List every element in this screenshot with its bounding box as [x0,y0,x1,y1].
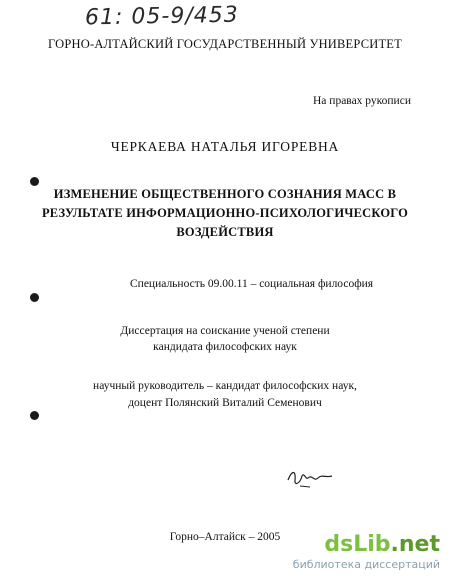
advisor-line: научный руководитель – кандидат философских наук, [93,380,357,392]
manuscript-rights-note: На правах рукописи [313,95,411,107]
title-line: ИЗМЕНЕНИЕ ОБЩЕСТВЕННОГО СОЗНАНИЯ МАСС В [53,187,397,201]
degree-line: кандидата философских наук [153,341,297,353]
signature-icon [286,466,336,490]
university-name: ГОРНО-АЛТАЙСКИЙ ГОСУДАРСТВЕННЫЙ УНИВЕРСИТЕТ [48,37,402,51]
scientific-advisor [0,378,450,412]
title-line: РЕЗУЛЬТАТЕ ИНФОРМАЦИОННО-ПСИХОЛОГИЧЕСКОГО [41,206,409,220]
handwritten-archive-number: 61: 05-9/453 [84,2,239,31]
watermark-logo: dsLib.net [324,532,440,557]
thesis-title [0,185,450,242]
specialty: Специальность 09.00.11 – социальная философия [130,278,374,290]
title-line: ВОЗДЕЙСТВИЯ [176,225,274,239]
degree-statement [0,323,450,355]
binder-hole-icon [30,293,39,302]
advisor-line: доцент Полянский Виталий Семенович [128,397,322,409]
degree-line: Диссертация на соискание ученой степени [120,325,330,337]
watermark-subtitle: библиотека диссертаций [292,558,440,571]
dslib-watermark [293,533,440,571]
binder-hole-icon [30,177,39,186]
city-and-year: Горно–Алтайск – 2005 [169,531,281,543]
binder-hole-icon [30,411,39,420]
author-name: ЧЕРКАЕВА НАТАЛЬЯ ИГОРЕВНА [110,139,340,154]
